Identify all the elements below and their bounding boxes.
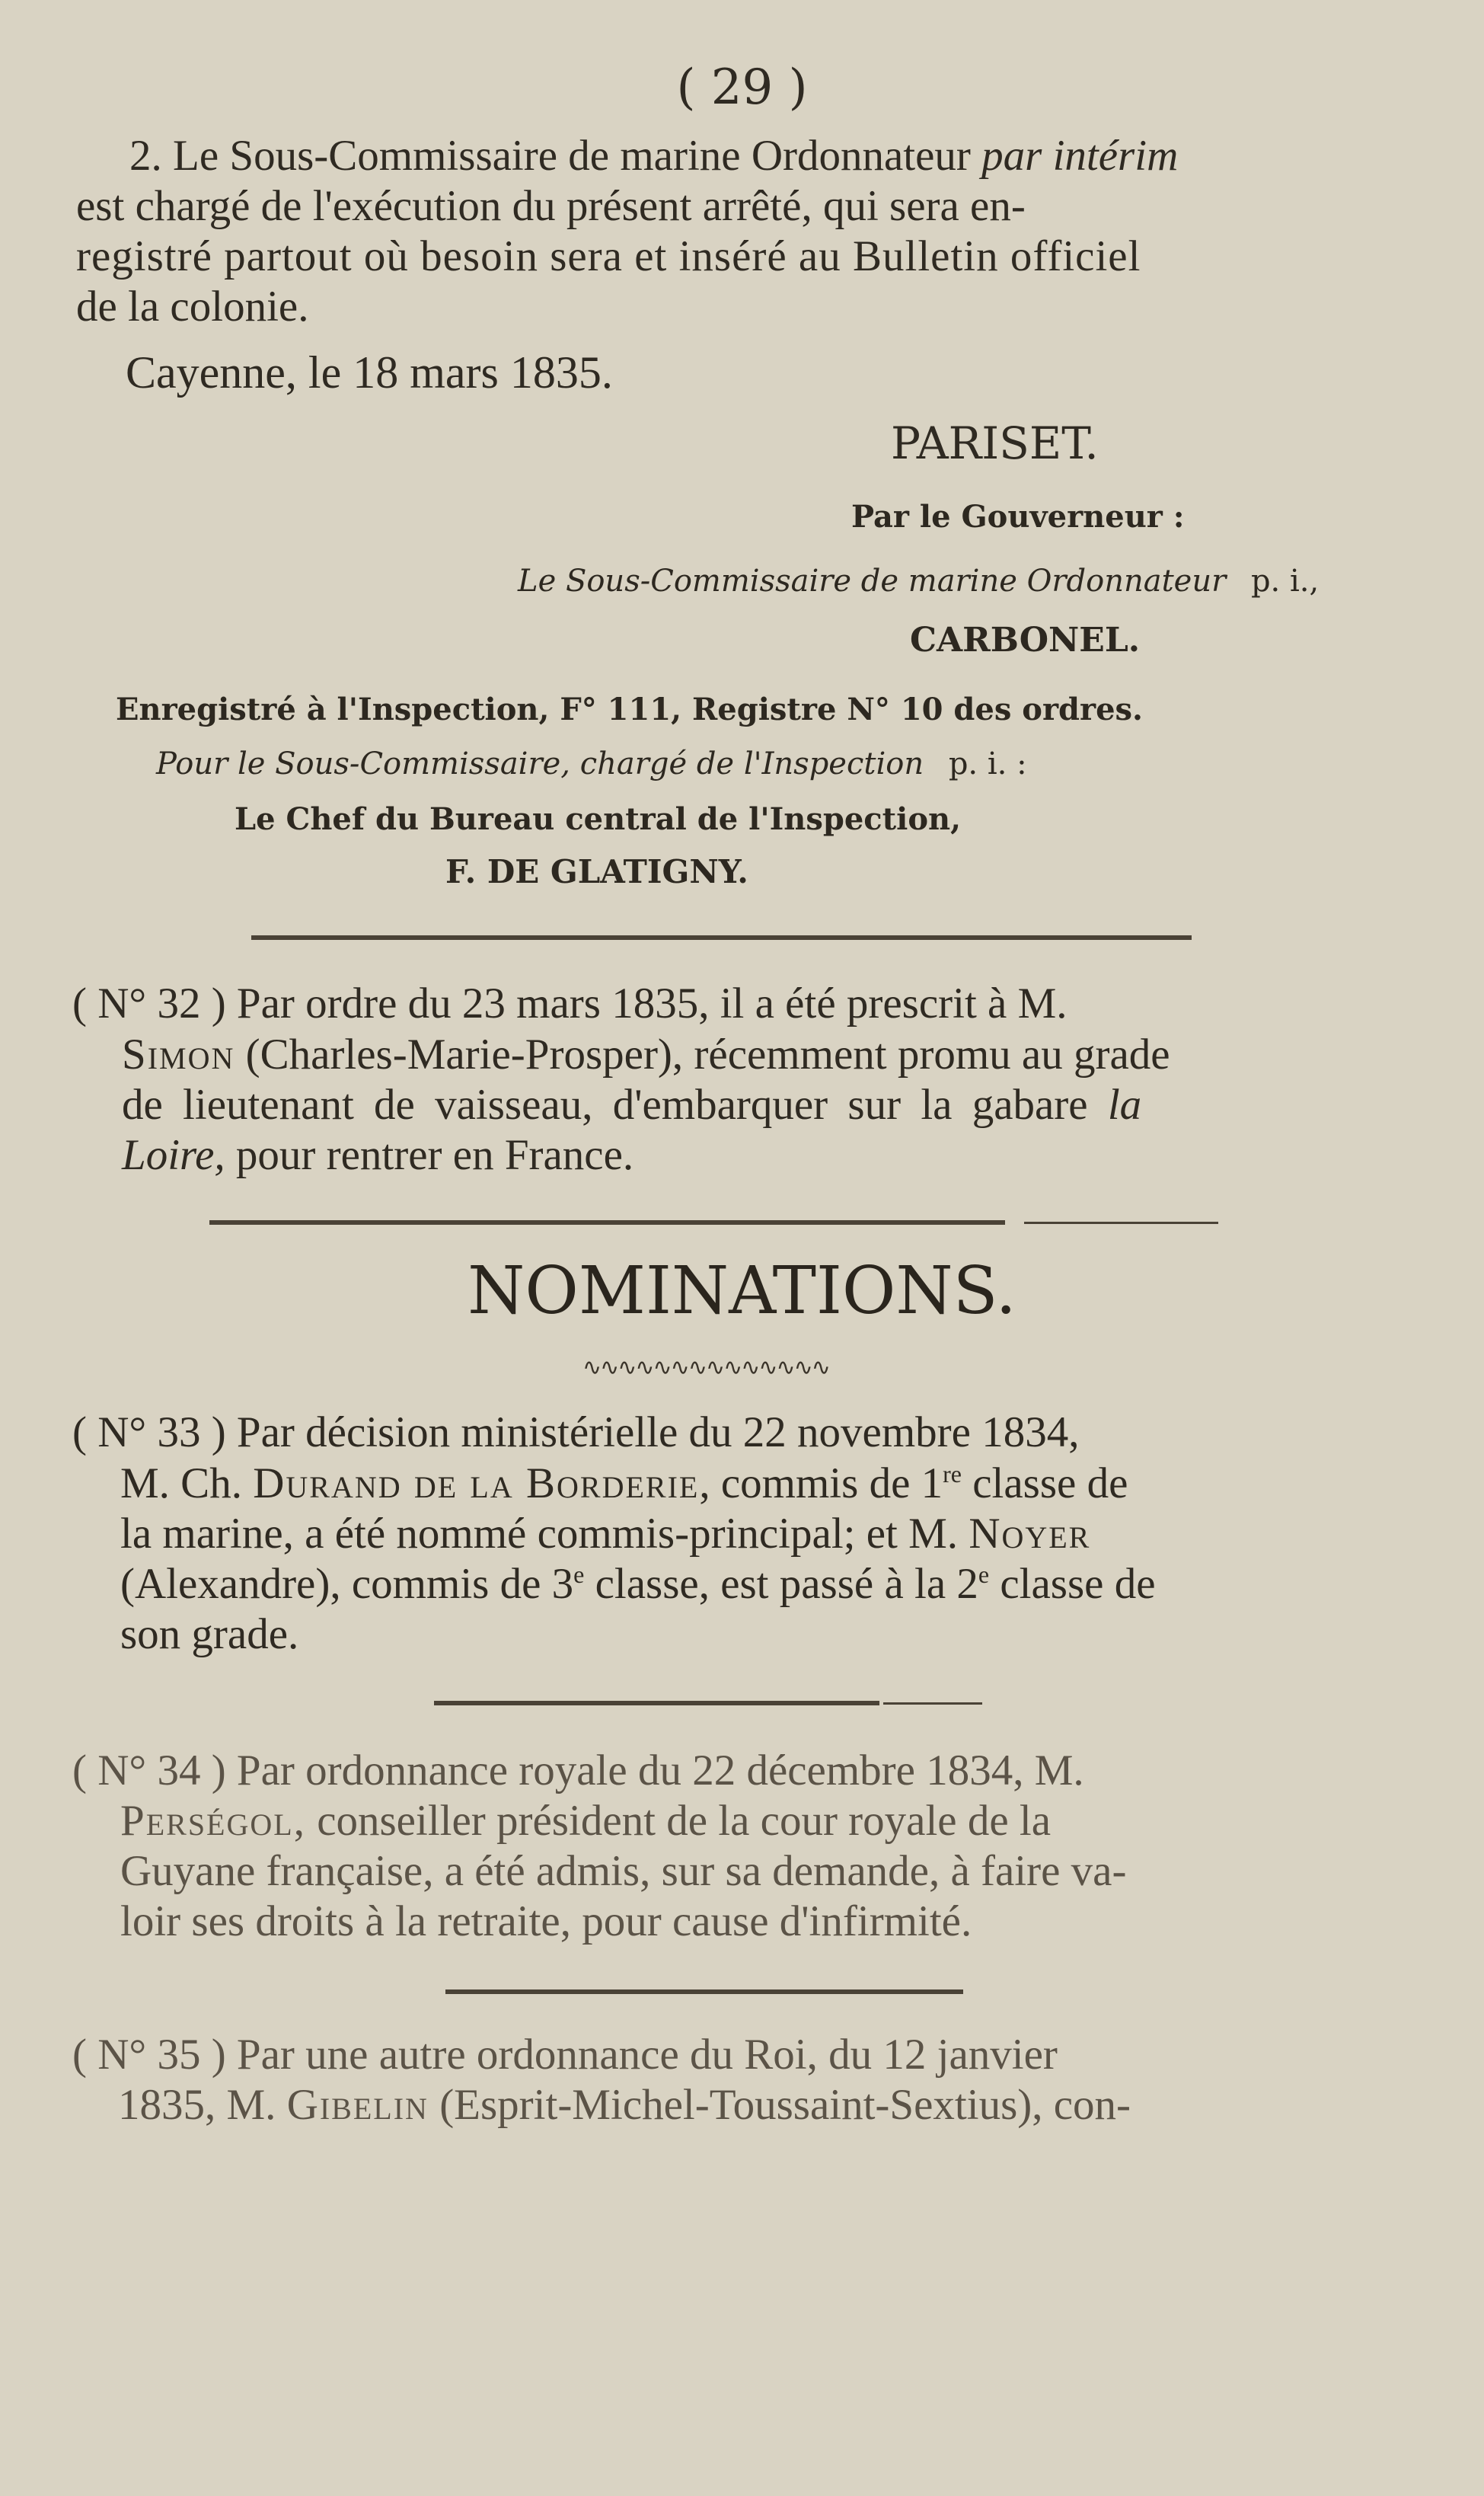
no32-line-3: de lieutenant de vaisseau, d'embarquer sur la gabare la [122,1081,1142,1129]
enregistre-line: Enregistré à l'Inspection, F° 111, Registre N° 10 des ordres. [116,692,1143,727]
para-2-line-3: registré partout où besoin sera et inséré au Bulletin officiel [76,232,1141,280]
divider-rule-3 [434,1701,879,1705]
divider-rule-4 [445,1989,963,1994]
no34-line-4: loir ses droits à la retraite, pour cause d'infirmité. [120,1897,972,1945]
divider-rule-3b [883,1702,982,1705]
no33-line-3: la marine, a été nommé commis-principal; et M. Noyer [120,1510,1091,1558]
no34-line-3: Guyane française, a été admis, sur sa demande, à faire va- [120,1847,1127,1895]
chef-du-bureau: Le Chef du Bureau central de l'Inspection, [235,801,962,837]
no32-line-4: Loire, pour rentrer en France. [122,1131,634,1179]
page-number: ( 29 ) [676,59,808,116]
ordonnateur-line: Le Sous-Commissaire de marine Ordonnateur p. i., [518,564,1320,599]
no33-line-5: son grade. [120,1610,299,1658]
no35-line-2: 1835, M. Gibelin (Esprit-Michel-Toussaint-Sextius), con- [118,2081,1131,2129]
ordonnateur-name: CARBONEL. [910,621,1141,660]
section-heading: NOMINATIONS. [468,1253,1016,1329]
no34-line-1: ( N° 34 ) Par ordonnance royale du 22 décembre 1834, M. [72,1747,1084,1794]
no33-line-1: ( N° 33 ) Par décision ministérielle du 22 novembre 1834, [72,1408,1080,1456]
divider-rule-1 [251,935,1192,940]
par-le-gouverneur: Par le Gouverneur : [851,499,1185,535]
divider-rule-2b [1024,1222,1218,1224]
para-2-line-4: de la colonie. [76,283,309,331]
divider-rule-2 [209,1220,1005,1225]
ornament-wave: ∿∿∿∿∿∿∿∿∿∿∿∿∿∿ [582,1354,829,1381]
pour-le-sous-commissaire: Pour le Sous-Commissaire, chargé de l'Inspection p. i. : [156,746,1027,781]
signatory-pariset: PARISET. [891,417,1099,469]
para-2-line-2: est chargé de l'exécution du présent arrêté, qui sera en- [76,182,1026,230]
no34-line-2: Perségol, conseiller président de la cour royale de la [120,1797,1052,1845]
dateline: Cayenne, le 18 mars 1835. [126,347,613,398]
no32-line-2: Simon (Charles-Marie-Prosper), récemment promu au grade [122,1031,1170,1079]
para-2-line-1: 2. Le Sous-Commissaire de marine Ordonnateur par intérim [129,132,1179,180]
no35-line-1: ( N° 35 ) Par une autre ordonnance du Roi, du 12 janvier [72,2031,1058,2079]
no32-line-1: ( N° 32 ) Par ordre du 23 mars 1835, il a été prescrit à M. [72,980,1068,1027]
no33-line-2: M. Ch. Durand de la Borderie, commis de 1re classe de [120,1459,1128,1507]
chef-name: F. DE GLATIGNY. [445,853,748,890]
no33-line-4: (Alexandre), commis de 3e classe, est passé à la 2e classe de [120,1560,1156,1608]
